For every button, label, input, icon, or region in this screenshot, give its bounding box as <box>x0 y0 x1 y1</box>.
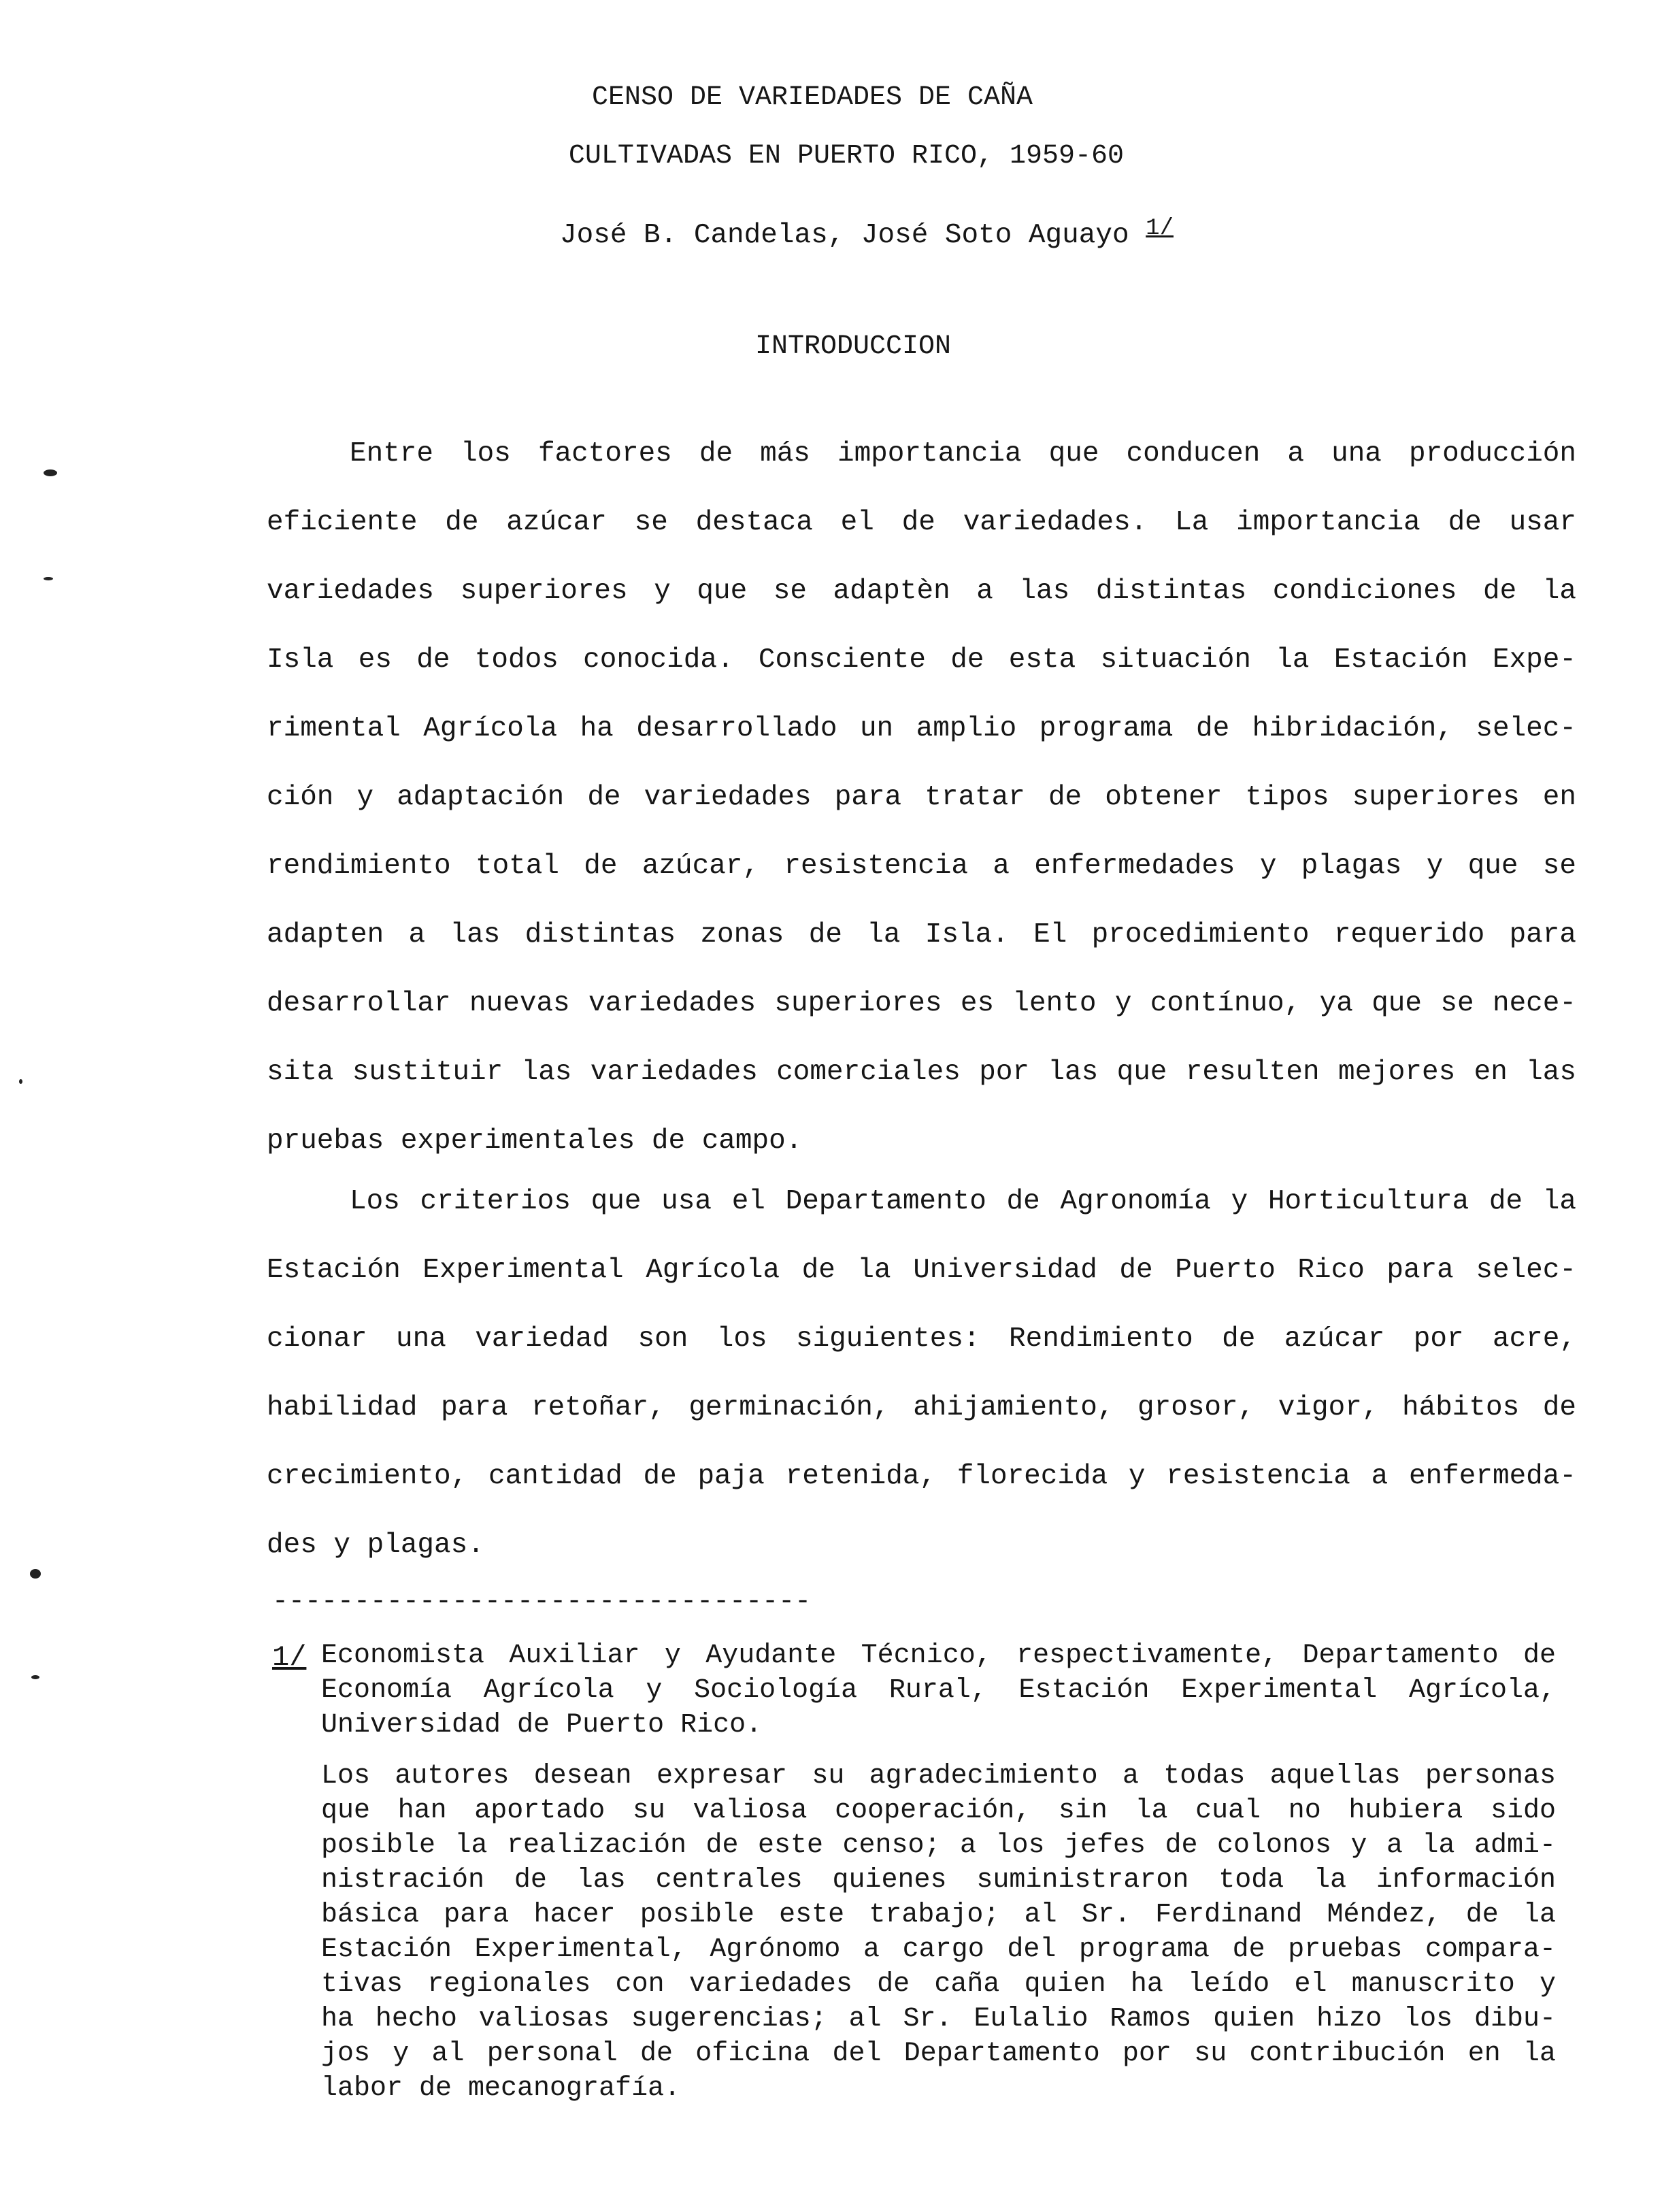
paragraph-line: des y plagas. <box>267 1530 484 1561</box>
footnote-line: Universidad de Puerto Rico. <box>321 1710 763 1740</box>
footnote-line: Economista Auxiliar y Ayudante Técnico, respectivamente, Departamento de <box>321 1640 1556 1671</box>
section-heading: INTRODUCCION <box>754 331 952 362</box>
footnote-line: Los autores desean expresar su agradecimiento a todas aquellas personas <box>321 1761 1556 1792</box>
scan-speck <box>19 1079 22 1084</box>
paragraph-1 <box>267 420 1576 1176</box>
authors-names: José B. Candelas, José Soto Aguayo <box>560 220 1129 251</box>
paragraph-line: rendimiento total de azúcar, resistencia a enfermedades y plagas y que se <box>267 851 1576 882</box>
paragraph-line: desarrollar nuevas variedades superiores es lento y contínuo, ya que se nece- <box>267 988 1576 1019</box>
paragraph-line: Los criterios que usa el Departamento de Agronomía y Horticultura de la <box>350 1186 1576 1217</box>
footnote-separator: --------------------------------- <box>272 1587 812 1617</box>
paragraph-line: eficiente de azúcar se destaca el de variedades. La importancia de usar <box>267 507 1576 538</box>
footnote-acknowledgements <box>321 1759 1556 2106</box>
paragraph-line: Isla es de todos conocida. Consciente de esta situación la Estación Expe- <box>267 644 1576 676</box>
paragraph-line: rimental Agrícola ha desarrollado un amplio programa de hibridación, selec- <box>267 713 1576 744</box>
scan-speck <box>44 577 53 580</box>
footnote-line: labor de mecanografía. <box>321 2073 681 2104</box>
scan-speck <box>31 1675 39 1679</box>
paragraph-line: habilidad para retoñar, germinación, ahijamiento, grosor, vigor, hábitos de <box>267 1392 1576 1423</box>
scan-speck <box>30 1569 41 1579</box>
footnote-line: Estación Experimental, Agrónomo a cargo del programa de pruebas compara- <box>321 1934 1556 1965</box>
paragraph-line: variedades superiores y que se adaptèn a las distintas condiciones de la <box>267 576 1576 607</box>
paragraph-line: crecimiento, cantidad de paja retenida, florecida y resistencia a enfermeda- <box>267 1461 1576 1492</box>
paragraph-line: Estación Experimental Agrícola de la Universidad de Puerto Rico para selec- <box>267 1255 1576 1286</box>
footnote-line: ha hecho valiosas sugerencias; al Sr. Eulalio Ramos quien hizo los dibu- <box>321 2004 1556 2034</box>
paragraph-line: cionar una variedad son los siguientes: Rendimiento de azúcar por acre, <box>267 1323 1576 1355</box>
footnote-line: tivas regionales con variedades de caña quien ha leído el manuscrito y <box>321 1969 1556 2000</box>
paragraph-line: sita sustituir las variedades comerciales por las que resulten mejores en las <box>267 1057 1576 1088</box>
footnote-1 <box>321 1638 1556 1743</box>
footnote-line: que han aportado su valiosa cooperación, sin la cual no hubiera sido <box>321 1796 1556 1826</box>
footnote-line: Economía Agrícola y Sociología Rural, Estación Experimental Agrícola, <box>321 1675 1556 1706</box>
footnote-line: jos y al personal de oficina del Departamento por su contribución en la <box>321 2038 1556 2069</box>
footnote-line: posible la realización de este censo; a los jefes de colonos y a la admi- <box>321 1830 1556 1861</box>
footnote-marker: 1/ <box>272 1641 307 1674</box>
footnote-line: básica para hacer posible este trabajo; al Sr. Ferdinand Méndez, de la <box>321 1900 1556 1930</box>
paragraph-line: adapten a las distintas zonas de la Isla. El procedimiento requerido para <box>267 919 1576 951</box>
scan-speck <box>44 469 57 476</box>
paragraph-line: Entre los factores de más importancia que conducen a una producción <box>350 438 1576 469</box>
author-footnote-mark: 1/ <box>1146 216 1174 242</box>
paragraph-line: pruebas experimentales de campo. <box>267 1125 803 1157</box>
authors-line <box>27 216 1679 251</box>
title-line-1: CENSO DE VARIEDADES DE CAÑA <box>591 82 1033 113</box>
title-line-2: CULTIVADAS EN PUERTO RICO, 1959-60 <box>568 141 1125 171</box>
paragraph-2 <box>267 1168 1576 1580</box>
footnote-line: nistración de las centrales quienes suministraron toda la información <box>321 1865 1556 1896</box>
paragraph-line: ción y adaptación de variedades para tratar de obtener tipos superiores en <box>267 782 1576 813</box>
